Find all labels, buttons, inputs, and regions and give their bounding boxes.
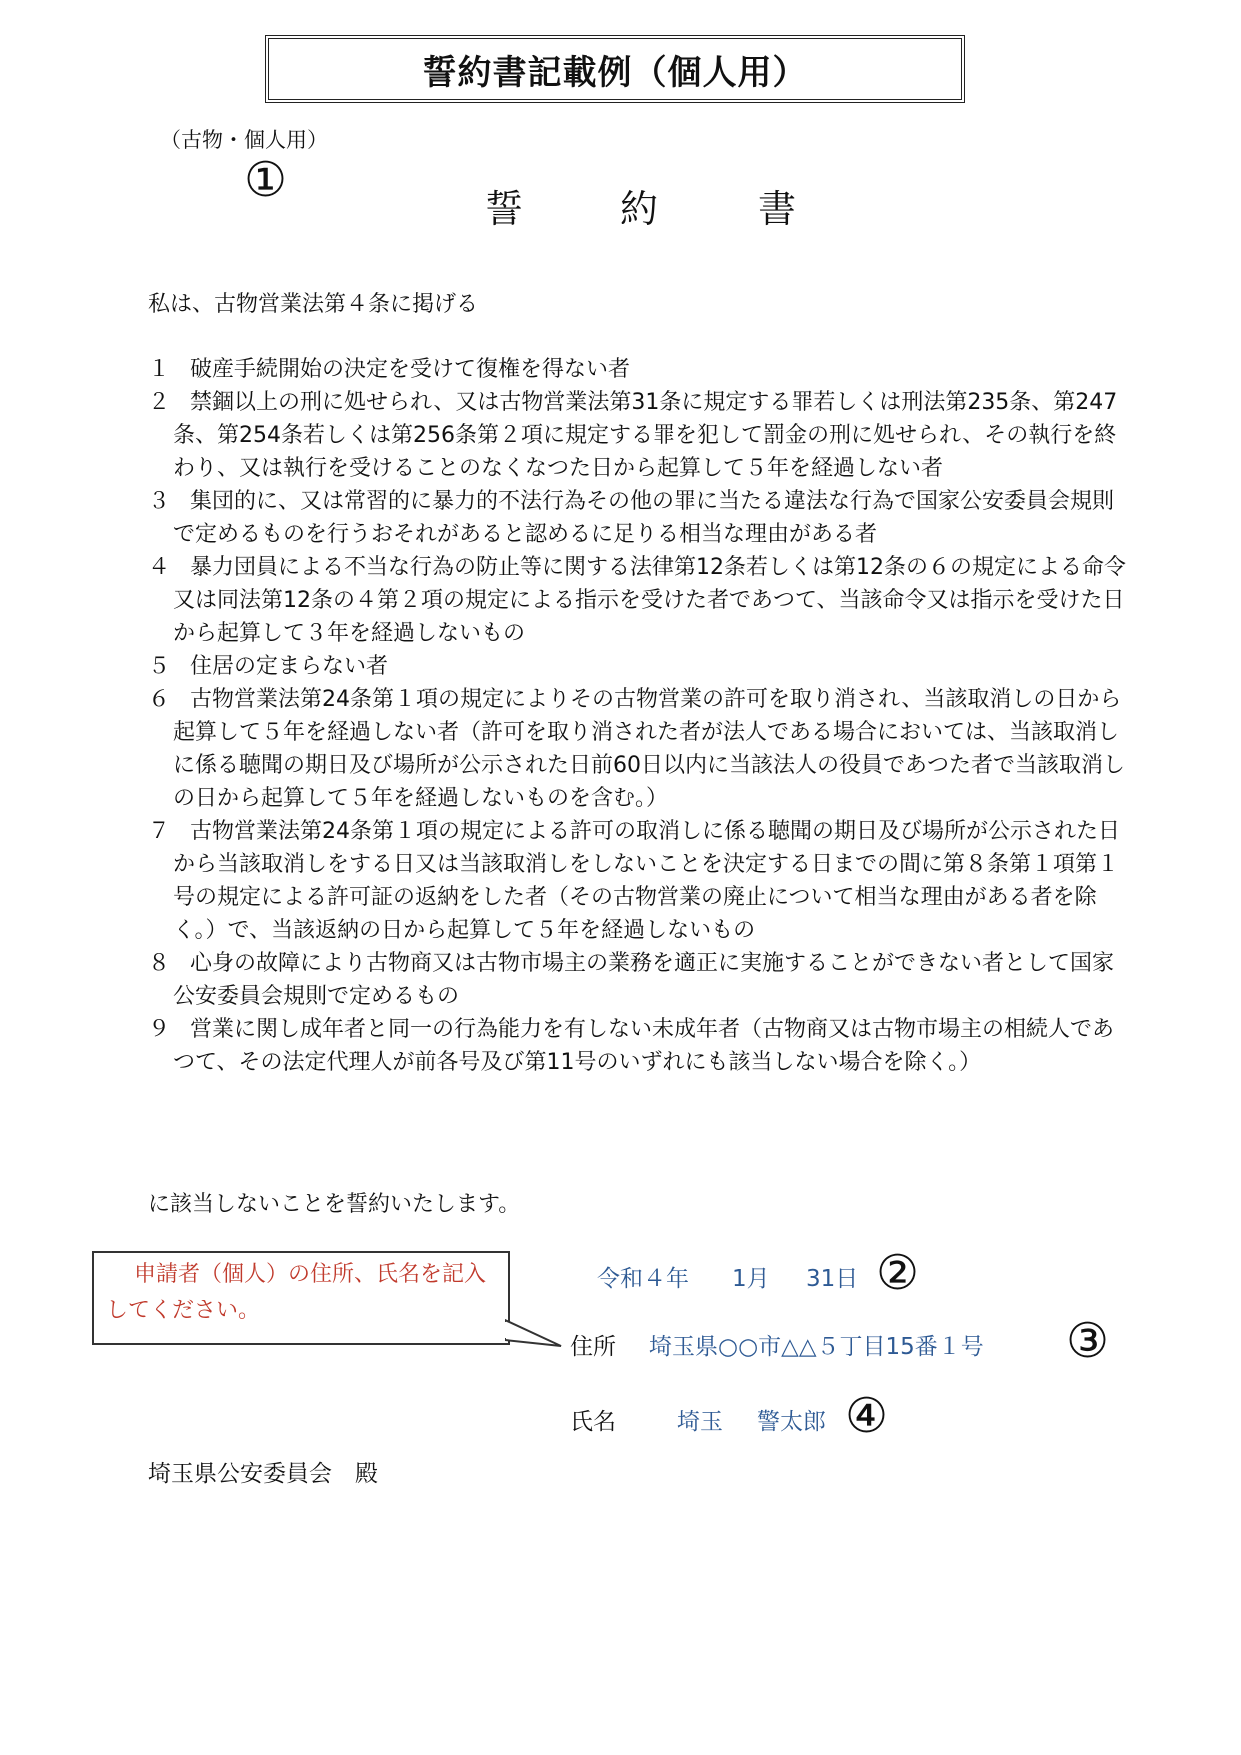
- item-number: ３: [148, 489, 171, 514]
- item-number: ８: [148, 951, 171, 976]
- marker-1: ①: [244, 152, 288, 208]
- item-number: ４: [148, 555, 171, 580]
- list-item: [148, 947, 1128, 1013]
- address-label: 住所: [570, 1334, 616, 1360]
- callout-pointer: [505, 1318, 565, 1358]
- heading-char-1: 誓: [485, 187, 524, 231]
- item-text: 暴力団員による不当な行為の防止等に関する法律第12条若しくは第12条の６の規定による命令又は同法第12条の４第２項の規定による指示を受けた者であつて、当該命令又は指示を受けた日から起算して３年を経過しないもの: [173, 555, 1126, 646]
- heading-char-2: 約: [620, 187, 659, 231]
- item-text: 破産手続開始の決定を受けて復権を得ない者: [190, 357, 631, 382]
- list-item: [148, 551, 1128, 650]
- item-number: ５: [148, 654, 171, 679]
- date-era: 令和４年: [597, 1266, 689, 1292]
- category-label: （古物・個人用）: [160, 128, 328, 152]
- item-text: 住居の定まらない者: [190, 654, 389, 679]
- item-list: [148, 353, 1128, 1079]
- list-item: [148, 386, 1128, 485]
- item-number: ９: [148, 1017, 171, 1042]
- list-item: [148, 353, 1128, 386]
- item-number: ６: [148, 687, 171, 712]
- callout-text: 申請者（個人）の住所、氏名を記入してください。: [106, 1262, 487, 1323]
- addressee: 埼玉県公安委員会 殿: [148, 1461, 378, 1487]
- item-text: 営業に関し成年者と同一の行為能力を有しない未成年者（古物商又は古物市場主の相続人であつて、その法定代理人が前各号及び第11号のいずれにも該当しない場合を除く。）: [173, 1017, 1115, 1075]
- address-value: 埼玉県○○市△△５丁目15番１号: [649, 1334, 984, 1360]
- item-number: １: [148, 357, 171, 382]
- item-text: 集団的に、又は常習的に暴力的不法行為その他の罪に当たる違法な行為で国家公安委員会規則で定めるものを行うおそれがあると認めるに足りる相当な理由がある者: [173, 489, 1115, 547]
- marker-4: ④: [845, 1388, 889, 1444]
- date-month: 1月: [732, 1266, 770, 1292]
- item-text: 古物営業法第24条第１項の規定による許可の取消しに係る聴聞の期日及び場所が公示された日から当該取消しをする日又は当該取消しをしないことを決定する日までの間に第８条第１項第１号の規定による許可証の返納をした者（その古物営業の廃止について相当な理由がある者を除く。）で、当該返納の日から起算して５年を経過しないもの: [173, 819, 1120, 943]
- item-number: ２: [148, 390, 171, 415]
- item-text: 心身の故障により古物商又は古物市場主の業務を適正に実施することができない者として国家公安委員会規則で定めるもの: [173, 951, 1115, 1009]
- marker-3: ③: [1066, 1313, 1110, 1369]
- list-item: [148, 815, 1128, 947]
- name-given: 警太郎: [757, 1409, 826, 1435]
- list-item: [148, 1013, 1128, 1079]
- heading-char-3: 書: [758, 187, 797, 231]
- list-item: [148, 485, 1128, 551]
- name-family: 埼玉: [677, 1409, 723, 1435]
- item-text: 古物営業法第24条第１項の規定によりその古物営業の許可を取り消され、当該取消しの日から起算して５年を経過しない者（許可を取り消された者が法人である場合においては、当該取消しに係る聴聞の期日及び場所が公示された日前60日以内に当該法人の役員であつた者で当該取消しの日から起算して５年を経過しないものを含む。）: [173, 687, 1125, 811]
- document-title: 誓約書記載例（個人用）: [265, 35, 965, 103]
- intro-text: 私は、古物営業法第４条に掲げる: [148, 292, 479, 317]
- item-number: ７: [148, 819, 171, 844]
- name-label: 氏名: [570, 1409, 616, 1435]
- list-item: [148, 650, 1128, 683]
- item-text: 禁錮以上の刑に処せられ、又は古物営業法第31条に規定する罪若しくは刑法第235条、第247条、第254条若しくは第256条第２項に規定する罪を犯して罰金の刑に処せられ、その執行を終わり、又は執行を受けることのなくなつた日から起算して５年を経過しない者: [173, 390, 1118, 481]
- marker-2: ②: [876, 1245, 920, 1301]
- list-item: [148, 683, 1128, 815]
- closing-text: に該当しないことを誓約いたします。: [148, 1192, 521, 1217]
- date-day: 31日: [806, 1266, 859, 1292]
